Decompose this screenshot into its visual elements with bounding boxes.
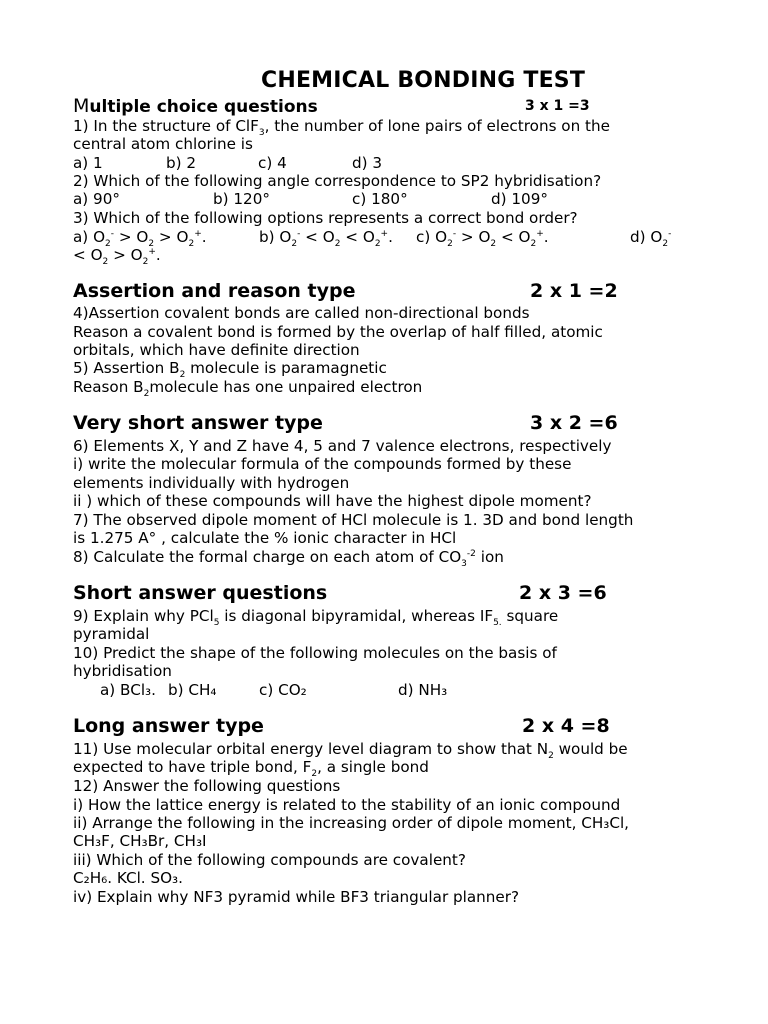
vsa-heading: Very short answer type — [73, 412, 323, 434]
question-6: 6) Elements X, Y and Z have 4, 5 and 7 valence electrons, respectively — [73, 437, 612, 455]
question-9: 9) Explain why PCl$_5$ is diagonal bipyramidal, whereas $IF_{5.}$ square — [73, 607, 559, 629]
q3-option-b: b) $O_2^- < O_2 < O_2^+$. — [259, 228, 393, 250]
question-11-cont: expected to have triple bond, $F_2$, a single bond — [73, 758, 429, 780]
question-1-cont: central atom chlorine is — [73, 135, 253, 153]
page-title: CHEMICAL BONDING TEST — [261, 68, 586, 93]
question-4-reason-cont: orbitals, which have definite direction — [73, 341, 360, 359]
question-12-i: i) How the lattice energy is related to the stability of an ionic compound — [73, 796, 621, 814]
q10-option-b: b) CH₄ — [168, 681, 217, 699]
vsa-section-header — [73, 412, 723, 438]
question-12-iii: iii) Which of the following compounds are covalent? — [73, 851, 466, 869]
assertion-marks: 2 x 1 =2 — [530, 280, 618, 302]
q1-option-c: c) 4 — [258, 154, 287, 172]
q3-option-d: d) $O_2^-$ — [630, 228, 672, 250]
q3-option-c: c) $O_2^- > O_2 < O_2^+$. — [416, 228, 549, 250]
question-10-cont: hybridisation — [73, 662, 172, 680]
q2-option-d: d) 109° — [491, 190, 548, 208]
question-4-assertion: 4)Assertion covalent bonds are called non-directional bonds — [73, 304, 530, 322]
sa-section-header — [73, 582, 723, 608]
la-marks: 2 x 4 =8 — [522, 715, 610, 737]
question-8: 8) Calculate the formal charge on each atom of $CO_3^{-2}$ ion — [73, 548, 504, 570]
q2-option-b: b) 120° — [213, 190, 270, 208]
question-5-assertion: 5) Assertion $B_2$ molecule is paramagnetic — [73, 359, 387, 381]
question-12-iii-options: C₂H₆. KCl. SO₃. — [73, 869, 183, 887]
la-section-header — [73, 715, 723, 741]
question-3-option-d-cont: < $O_2 > O_2^+$. — [73, 246, 161, 268]
q1-option-d: d) 3 — [352, 154, 383, 172]
question-6-i-cont: elements individually with hydrogen — [73, 474, 350, 492]
mcq-marks: 3 x 1 =3 — [525, 98, 590, 114]
q2-option-a: a) 90° — [73, 190, 120, 208]
question-4-reason: Reason a covalent bond is formed by the overlap of half filled, atomic — [73, 323, 603, 341]
question-9-cont: pyramidal — [73, 625, 150, 643]
question-2: 2) Which of the following angle correspondence to SP2 hybridisation? — [73, 172, 602, 190]
q10-option-a: a) BCl₃. — [100, 681, 156, 699]
mcq-heading: Multiple choice questions — [73, 95, 318, 117]
question-7-cont: is 1.275 A° , calculate the % ionic character in HCl — [73, 529, 457, 547]
question-5-reason: Reason $B_2molecule$ has one unpaired electron — [73, 378, 423, 400]
question-3: 3) Which of the following options represents a correct bond order? — [73, 209, 578, 227]
q10-option-c: c) CO₂ — [259, 681, 307, 699]
q3-option-a: a) $O_2^- > O_2 > O_2^+$. — [73, 228, 207, 250]
question-10: 10) Predict the shape of the following molecules on the basis of — [73, 644, 557, 662]
question-12: 12) Answer the following questions — [73, 777, 341, 795]
assertion-section-header — [73, 280, 723, 306]
assertion-heading: Assertion and reason type — [73, 280, 356, 302]
question-6-i: i) write the molecular formula of the compounds formed by these — [73, 455, 572, 473]
sa-heading: Short answer questions — [73, 582, 328, 604]
q1-option-a: a) 1 — [73, 154, 103, 172]
question-11: 11) Use molecular orbital energy level diagram to show that $N_2$ would be — [73, 740, 628, 762]
la-heading: Long answer type — [73, 715, 264, 737]
q10-option-d: d) NH₃ — [398, 681, 448, 699]
question-12-ii-cont: CH₃F, CH₃Br, CH₃I — [73, 832, 207, 850]
vsa-marks: 3 x 2 =6 — [530, 412, 618, 434]
question-12-ii: ii) Arrange the following in the increasing order of dipole moment, CH₃Cl, — [73, 814, 630, 832]
question-7: 7) The observed dipole moment of HCl molecule is 1. 3D and bond length — [73, 511, 634, 529]
q1-option-b: b) 2 — [166, 154, 197, 172]
q2-option-c: c) 180° — [352, 190, 408, 208]
question-6-ii: ii ) which of these compounds will have the highest dipole moment? — [73, 492, 592, 510]
question-12-iv: iv) Explain why NF3 pyramid while BF3 triangular planner? — [73, 888, 520, 906]
sa-marks: 2 x 3 =6 — [519, 582, 607, 604]
question-1: 1) In the structure of ClF$_3$, the number of lone pairs of electrons on the — [73, 117, 610, 139]
